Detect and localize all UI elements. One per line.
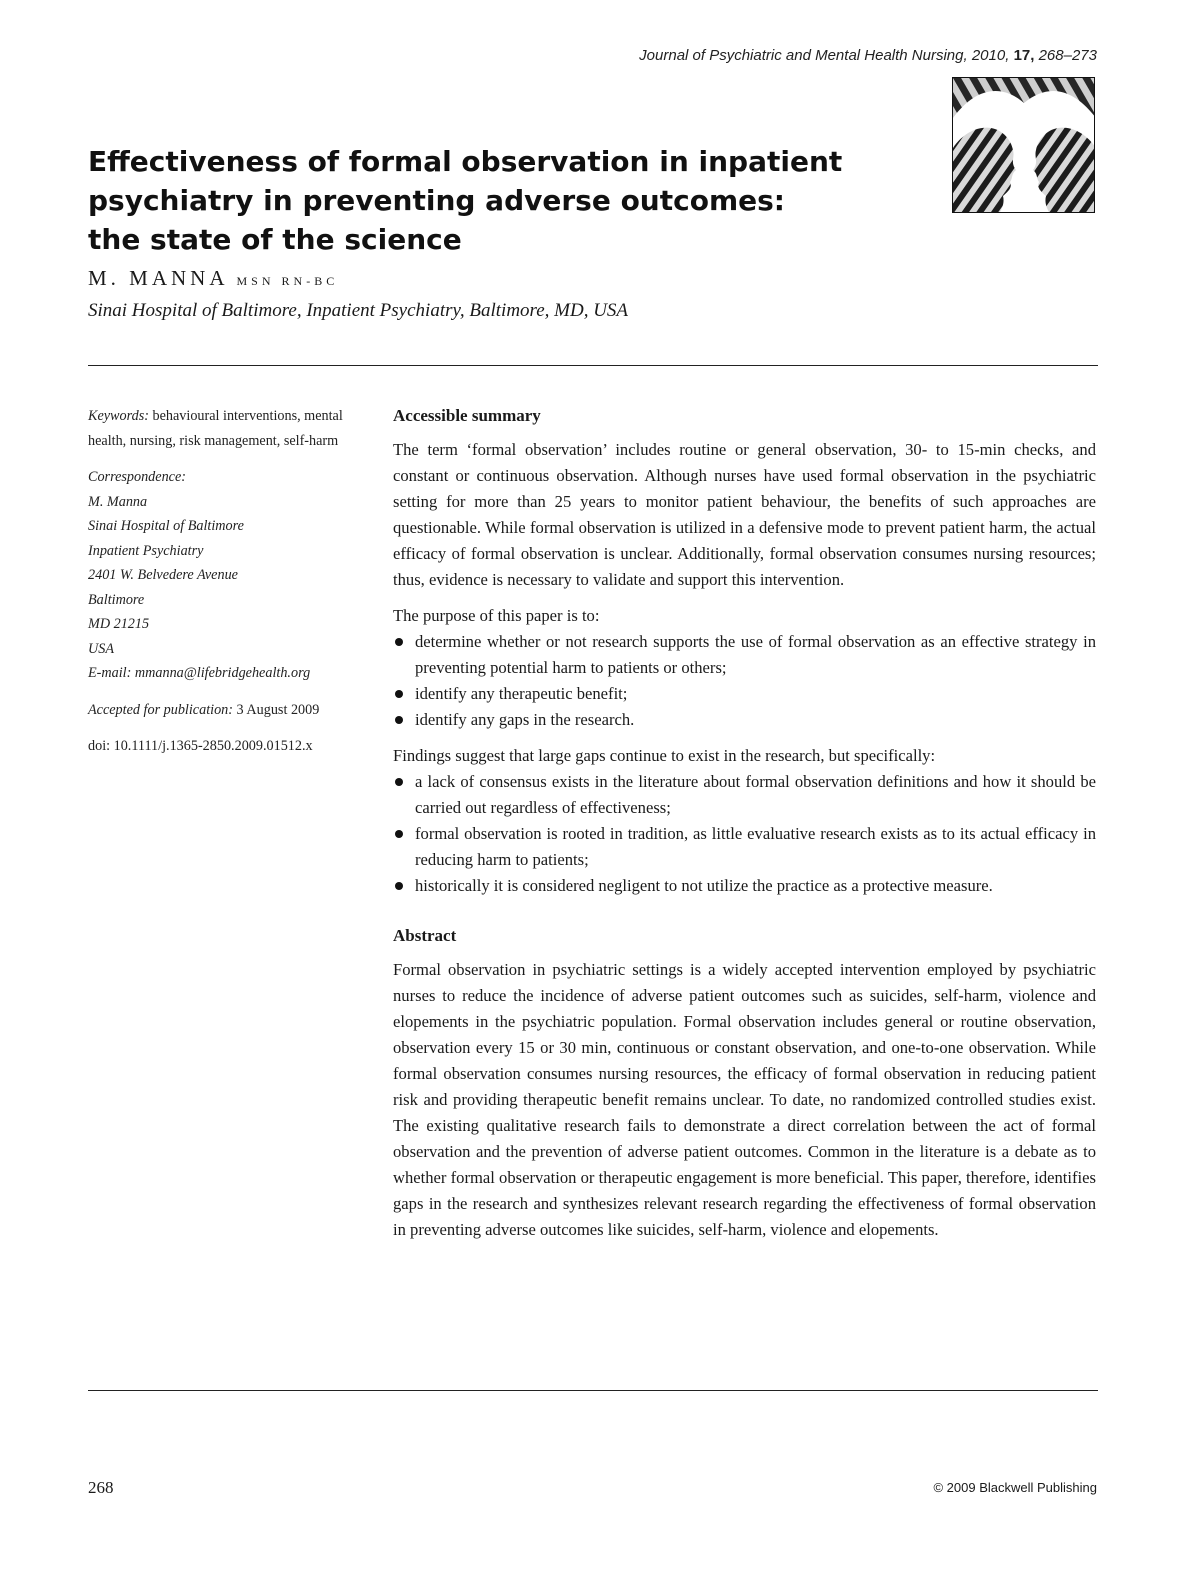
article-sidebar bbox=[88, 404, 378, 771]
purpose-list bbox=[393, 629, 1096, 733]
correspondence-label: Correspondence: bbox=[88, 469, 186, 485]
keywords-label: Keywords: bbox=[88, 408, 149, 424]
address-line: Baltimore bbox=[88, 591, 145, 608]
keywords-block bbox=[88, 404, 378, 453]
address-line: 2401 W. Belvedere Avenue bbox=[88, 567, 238, 583]
keywords-text: behavioural interventions, mental health, nursing, risk management, self-harm bbox=[88, 408, 343, 449]
address-line: MD 21215 bbox=[88, 616, 150, 632]
summary-heading: Accessible summary bbox=[393, 406, 541, 425]
correspondence-block bbox=[88, 465, 378, 686]
author-line bbox=[88, 266, 338, 291]
address-line: M. Manna bbox=[88, 493, 148, 510]
list-item: a lack of consensus exists in the literature about formal observation definitions and how it should be carried out regardless of effectiveness; bbox=[393, 769, 1096, 821]
journal-year: 2010, bbox=[971, 47, 1010, 64]
copyright-notice: © 2009 Blackwell Publishing bbox=[933, 1480, 1097, 1495]
list-item: formal observation is rooted in tradition, as little evaluative research exists as to its actual efficacy in reducing harm to patients; bbox=[393, 821, 1096, 873]
journal-volume: 17, bbox=[1013, 47, 1035, 64]
purpose-lead: The purpose of this paper is to: bbox=[393, 606, 600, 625]
article-title bbox=[88, 142, 868, 259]
findings-list bbox=[393, 769, 1096, 899]
list-item: identify any therapeutic benefit; bbox=[393, 681, 1096, 707]
address-line: USA bbox=[88, 640, 115, 657]
title-line: the state of the science bbox=[88, 223, 462, 256]
author-credentials: MSN RN-BC bbox=[236, 274, 339, 288]
list-item: historically it is considered negligent to not utilize the practice as a protective measure. bbox=[393, 873, 1096, 899]
abstract-heading: Abstract bbox=[393, 926, 457, 945]
accepted-date: 3 August 2009 bbox=[236, 701, 320, 718]
doi[interactable]: doi: 10.1111/j.1365-2850.2009.01512.x bbox=[88, 738, 313, 754]
journal-reference: Journal of Psychiatric and Mental Health Nursing, 2010, 17, 268–273 bbox=[639, 47, 1097, 64]
summary-intro: The term ‘formal observation’ includes routine or general observation, 30- to 15-min checks, and constant or continuous observation. Although nurses have used formal observation in the psychiatric setting for more than 25 years to monitor patient behaviour, the benefits of such approaches are questionable. While formal observation is utilized in a defensive mode to prevent patient harm, the actual efficacy of formal observation is unclear. Additionally, formal observation consumes nursing resources; thus, evidence is necessary to validate and support this intervention. bbox=[393, 440, 1096, 589]
accepted-label: Accepted for publication: bbox=[88, 701, 233, 718]
journal-pages: 268–273 bbox=[1038, 47, 1097, 64]
main-column bbox=[393, 403, 1096, 1253]
title-line: psychiatry in preventing adverse outcomes: bbox=[88, 184, 785, 217]
accepted-block bbox=[88, 698, 378, 723]
findings-lead: Findings suggest that large gaps continue to exist in the research, but specifically: bbox=[393, 746, 936, 765]
page-number: 268 bbox=[88, 1478, 114, 1497]
top-divider bbox=[88, 365, 1098, 366]
author-affiliation: Sinai Hospital of Baltimore, Inpatient Psychiatry, Baltimore, MD, USA bbox=[88, 300, 629, 321]
bottom-divider bbox=[88, 1390, 1098, 1391]
journal-name: Journal of Psychiatric and Mental Health Nursing bbox=[639, 47, 964, 64]
email-line[interactable]: E-mail: mmanna@lifebridgehealth.org bbox=[88, 665, 311, 681]
title-line: Effectiveness of formal observation in inpatient bbox=[88, 145, 843, 178]
abstract-text: Formal observation in psychiatric settings is a widely accepted intervention employed by psychiatric nurses to reduce the incidence of adverse patient outcomes such as suicides, self-harm, violence and elopements in the psychiatric population. Formal observation includes general or routine observation, observation every 15 or 30 min, continuous or constant observation, and one-to-one observation. While formal observation consumes nursing resources, the efficacy of formal observation in reducing patient risk and providing therapeutic benefit remains unclear. To date, no randomized controlled studies exist. The existing qualitative research fails to demonstrate a direct correlation between the act of formal observation and the prevention of adverse patient outcomes. Common in the literature is a debate as to whether formal observation or therapeutic engagement is more beneficial. This paper, therefore, identifies gaps in the research and synthesizes relevant research regarding the effectiveness of formal observation in preventing adverse outcomes like suicides, self-harm, violence and elopements. bbox=[393, 960, 1096, 1239]
address-line: Sinai Hospital of Baltimore bbox=[88, 518, 244, 534]
author-name: M. MANNA bbox=[88, 266, 229, 290]
list-item: identify any gaps in the research. bbox=[393, 707, 1096, 733]
facing-profiles-logo-icon bbox=[952, 77, 1095, 213]
list-item: determine whether or not research supports the use of formal observation as an effective strategy in preventing potential harm to patients or others; bbox=[393, 629, 1096, 681]
address-line: Inpatient Psychiatry bbox=[88, 542, 204, 559]
